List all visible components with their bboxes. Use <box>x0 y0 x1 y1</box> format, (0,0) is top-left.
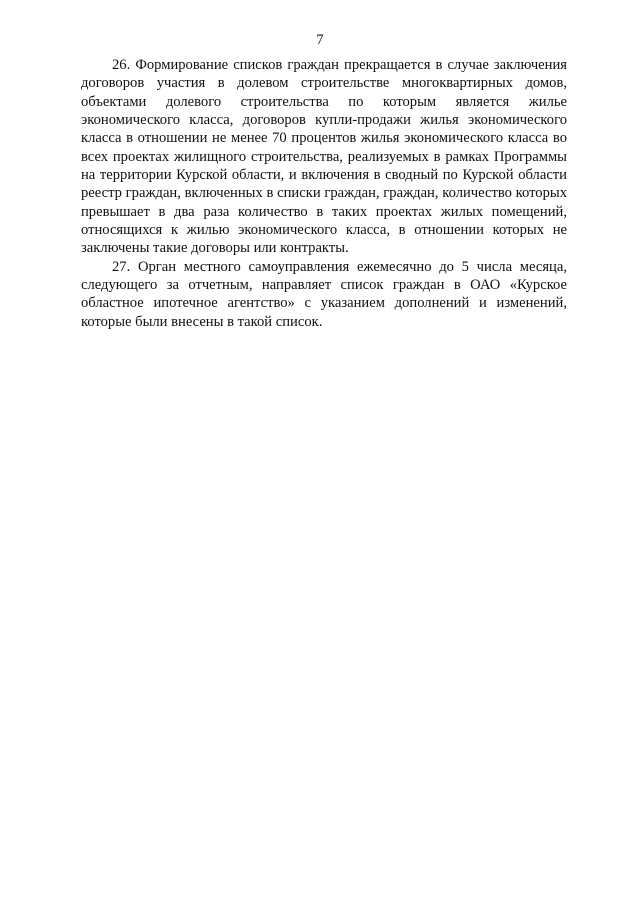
paragraph-26: 26. Формирование списков граждан прекращается в случае заключения договоров участия в долевом строительстве многоквартирных домов, объектами долевого строительства по которым является жилье экономического класса, договоров купли-продажи жилья экономического класса в отношении не менее 70 процентов жилья экономического класса во всех проектах жилищного строительства, реализуемых в рамках Программы на территории Курской области, и включения в сводный по Курской области реестр граждан, включенных в списки граждан, граждан, количество которых превышает в два раза количество в таких проектах жилых помещений, относящихся к жилью экономического класса, в отношении которых не заключены такие договоры или контракты. <box>81 57 567 257</box>
document-body <box>81 56 567 331</box>
paragraph-27: 27. Орган местного самоуправления ежемесячно до 5 числа месяца, следующего за отчетным, направляет список граждан в ОАО «Курское областное ипотечное агентство» с указанием дополнений и изменений, которые были внесены в такой список. <box>81 258 567 330</box>
page-number: 7 <box>316 32 324 48</box>
